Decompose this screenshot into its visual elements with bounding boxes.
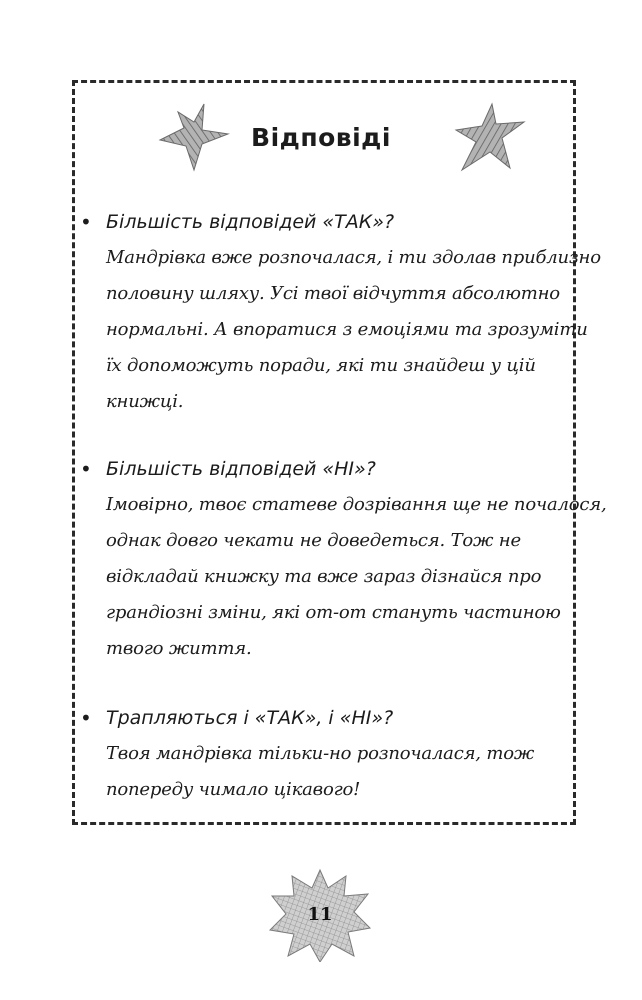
answer-line: однак довго чекати не доведеться. Тож не <box>106 530 521 551</box>
answer-line: грандіозні зміни, які от-от стануть частиною <box>106 602 561 623</box>
question-text: Трапляються і «ТАК», і «НІ»? <box>106 707 394 729</box>
answer-line: Імовірно, твоє статеве дозрівання ще не почалося, <box>106 494 607 515</box>
answer-line: половину шляху. Усі твої відчуття абсолютно <box>106 283 560 304</box>
answer-section-no <box>80 451 607 667</box>
answer-line: попереду чимало цікавого! <box>106 779 361 800</box>
answer-section-mixed <box>80 700 560 808</box>
section-question <box>80 700 560 736</box>
bullet-icon: • <box>80 706 92 730</box>
answer-line: нормальні. А впоратися з емоціями та зрозуміти <box>106 319 588 340</box>
question-text: Більшість відповідей «ТАК»? <box>106 211 395 233</box>
page-title: Відповіді <box>251 123 391 152</box>
page-number: 11 <box>307 904 333 925</box>
answer-line: відкладай книжку та вже зараз дізнайся про <box>106 566 542 587</box>
bullet-icon: • <box>80 457 92 481</box>
answer-line: Мандрівка вже розпочалася, і ти здолав приблизно <box>106 247 601 268</box>
question-text: Більшість відповідей «НІ»? <box>106 458 376 480</box>
answer-section-yes <box>80 204 601 420</box>
section-question <box>80 451 560 487</box>
answer-line: їх допоможуть поради, які ти знайдеш у цій <box>106 355 536 376</box>
answer-line: книжці. <box>106 391 184 412</box>
answer-line: твого життя. <box>106 638 252 659</box>
answer-line: Твоя мандрівка тільки-но розпочалася, тож <box>106 743 535 764</box>
bullet-icon: • <box>80 210 92 234</box>
section-question <box>80 204 560 240</box>
